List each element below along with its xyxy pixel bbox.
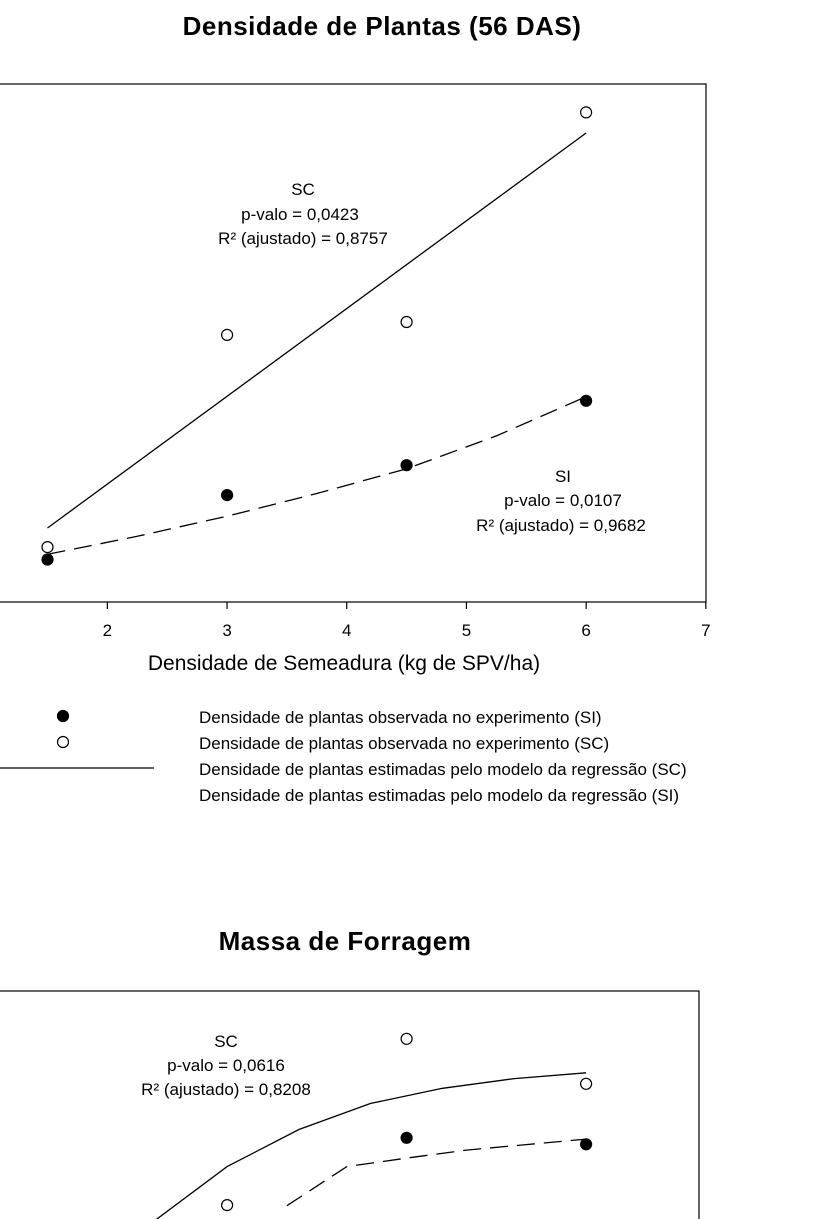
data-point-open <box>581 107 592 118</box>
x-tick-label: 7 <box>701 621 711 640</box>
annotation-line: p-valo = 0,0616 <box>167 1056 285 1075</box>
data-point-open <box>401 317 412 328</box>
chart1-title: Densidade de Plantas (56 DAS) <box>182 11 582 41</box>
chart1-legend <box>0 708 687 805</box>
data-point-filled <box>401 460 412 471</box>
x-tick-label: 6 <box>581 621 591 640</box>
data-point-filled <box>42 554 53 565</box>
annotation-line: R² (ajustado) = 0,9682 <box>476 516 646 535</box>
annotation-line: SC <box>291 180 315 199</box>
chart1-x-axis <box>103 602 711 640</box>
data-point-open <box>42 542 53 553</box>
chart1-annotation-sc <box>218 180 388 248</box>
data-point-filled <box>581 395 592 406</box>
legend-label: Densidade de plantas estimadas pelo modelo da regressão (SI) <box>199 786 680 805</box>
x-tick-label: 2 <box>102 621 113 640</box>
annotation-line: R² (ajustado) = 0,8757 <box>218 229 388 248</box>
annotation-line: R² (ajustado) = 0,8208 <box>141 1080 311 1099</box>
data-point-filled <box>401 1132 412 1143</box>
chart2-plot-frame <box>0 991 699 1219</box>
annotation-line: p-valo = 0,0107 <box>504 491 622 510</box>
annotation-line: p-valo = 0,0423 <box>241 205 359 224</box>
chart2-annotation-sc <box>141 1032 311 1099</box>
data-point-filled <box>222 490 233 501</box>
x-tick-label: 3 <box>222 621 232 640</box>
regression-line-dashed <box>287 1139 586 1206</box>
legend-marker-sc-observed <box>58 737 69 748</box>
data-point-open <box>222 1200 233 1211</box>
legend-label: Densidade de plantas observada no experimento (SI) <box>199 708 602 727</box>
data-point-open <box>401 1033 412 1044</box>
annotation-line: SI <box>554 467 572 486</box>
data-point-filled <box>581 1139 592 1150</box>
chart2-title: Massa de Forragem <box>218 926 472 956</box>
chart1-x-axis-label: Densidade de Semeadura (kg de SPV/ha) <box>147 652 541 675</box>
x-tick-label: 5 <box>461 621 472 640</box>
chart1-annotation-si <box>476 467 646 535</box>
annotation-line: SC <box>214 1032 238 1051</box>
data-point-open <box>222 329 233 340</box>
legend-label: Densidade de plantas estimadas pelo modelo da regressão (SC) <box>199 760 687 779</box>
legend-marker-si-observed <box>58 711 69 722</box>
legend-label: Densidade de plantas observada no experimento (SC) <box>199 734 610 753</box>
regression-line-solid <box>48 133 587 528</box>
x-tick-label: 4 <box>342 621 352 640</box>
data-point-open <box>581 1078 592 1089</box>
